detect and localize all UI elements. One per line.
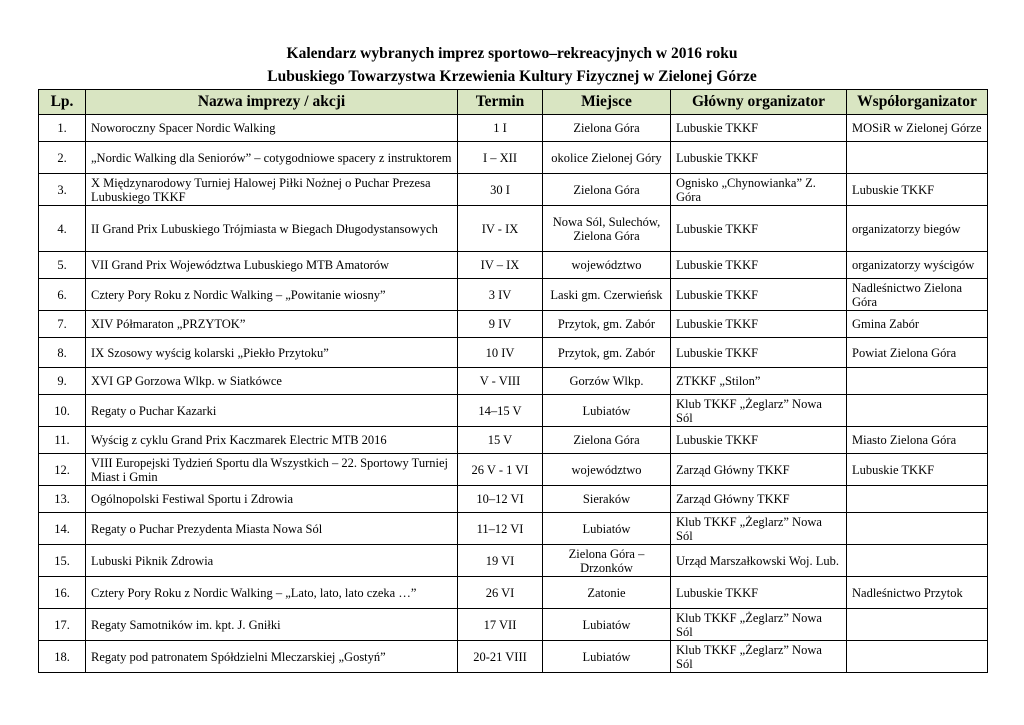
cell-date: 1 I — [458, 115, 543, 142]
cell-place: Zielona Góra – Drzonków — [543, 545, 671, 577]
cell-place: Lubiatów — [543, 609, 671, 641]
cell-main-organizer: Lubuskie TKKF — [671, 338, 847, 368]
cell-date: 14–15 V — [458, 395, 543, 427]
cell-place: Nowa Sól, Sulechów, Zielona Góra — [543, 206, 671, 252]
cell-lp: 17. — [39, 609, 86, 641]
cell-event-name: VIII Europejski Tydzień Sportu dla Wszystkich – 22. Sportowy Turniej Miast i Gmin — [86, 454, 458, 486]
cell-lp: 11. — [39, 427, 86, 454]
cell-event-name: Wyścig z cyklu Grand Prix Kaczmarek Electric MTB 2016 — [86, 427, 458, 454]
cell-event-name: Regaty o Puchar Prezydenta Miasta Nowa Sól — [86, 513, 458, 545]
cell-event-name: „Nordic Walking dla Seniorów” – cotygodniowe spacery z instruktorem — [86, 142, 458, 174]
cell-co-organizer — [847, 513, 988, 545]
cell-date: IV - IX — [458, 206, 543, 252]
cell-event-name: Regaty Samotników im. kpt. J. Gniłki — [86, 609, 458, 641]
cell-co-organizer: Nadleśnictwo Przytok — [847, 577, 988, 609]
table-row — [39, 115, 988, 142]
cell-main-organizer: Klub TKKF „Żeglarz” Nowa Sól — [671, 609, 847, 641]
cell-co-organizer: Lubuskie TKKF — [847, 454, 988, 486]
cell-date: IV – IX — [458, 252, 543, 279]
cell-place: Gorzów Wlkp. — [543, 368, 671, 395]
cell-place: Przytok, gm. Zabór — [543, 338, 671, 368]
cell-co-organizer — [847, 486, 988, 513]
table-row — [39, 311, 988, 338]
document-title-line2: Lubuskiego Towarzystwa Krzewienia Kultury Fizycznej w Zielonej Górze — [267, 68, 757, 85]
cell-lp: 2. — [39, 142, 86, 174]
cell-co-organizer — [847, 142, 988, 174]
events-table — [38, 89, 988, 673]
cell-date: 19 VI — [458, 545, 543, 577]
cell-event-name: Cztery Pory Roku z Nordic Walking – „Lato, lato, lato czeka …” — [86, 577, 458, 609]
cell-co-organizer: Nadleśnictwo Zielona Góra — [847, 279, 988, 311]
table-row — [39, 545, 988, 577]
cell-date: 11–12 VI — [458, 513, 543, 545]
table-row — [39, 486, 988, 513]
table-row — [39, 427, 988, 454]
table-row — [39, 368, 988, 395]
cell-main-organizer: Lubuskie TKKF — [671, 115, 847, 142]
cell-co-organizer: organizatorzy wyścigów — [847, 252, 988, 279]
cell-place: Przytok, gm. Zabór — [543, 311, 671, 338]
cell-place: województwo — [543, 454, 671, 486]
cell-place: Zielona Góra — [543, 115, 671, 142]
table-body — [39, 115, 988, 673]
cell-date: I – XII — [458, 142, 543, 174]
cell-lp: 5. — [39, 252, 86, 279]
cell-main-organizer: Zarząd Główny TKKF — [671, 454, 847, 486]
cell-date: 26 VI — [458, 577, 543, 609]
cell-co-organizer — [847, 609, 988, 641]
cell-main-organizer: Klub TKKF „Żeglarz” Nowa Sól — [671, 641, 847, 673]
cell-date: 3 IV — [458, 279, 543, 311]
cell-lp: 7. — [39, 311, 86, 338]
table-row — [39, 279, 988, 311]
cell-co-organizer: organizatorzy biegów — [847, 206, 988, 252]
table-row — [39, 454, 988, 486]
cell-place: Zielona Góra — [543, 174, 671, 206]
cell-date: 30 I — [458, 174, 543, 206]
cell-place: Laski gm. Czerwieńsk — [543, 279, 671, 311]
cell-co-organizer: Gmina Zabór — [847, 311, 988, 338]
cell-main-organizer: Lubuskie TKKF — [671, 206, 847, 252]
cell-co-organizer — [847, 368, 988, 395]
header-place: Miejsce — [543, 90, 671, 115]
cell-date: V - VIII — [458, 368, 543, 395]
cell-main-organizer: ZTKKF „Stilon” — [671, 368, 847, 395]
cell-main-organizer: Klub TKKF „Żeglarz” Nowa Sól — [671, 395, 847, 427]
cell-main-organizer: Lubuskie TKKF — [671, 577, 847, 609]
cell-place: Lubiatów — [543, 395, 671, 427]
cell-co-organizer: MOSiR w Zielonej Górze — [847, 115, 988, 142]
cell-event-name: Lubuski Piknik Zdrowia — [86, 545, 458, 577]
cell-main-organizer: Lubuskie TKKF — [671, 142, 847, 174]
cell-lp: 6. — [39, 279, 86, 311]
cell-lp: 9. — [39, 368, 86, 395]
cell-event-name: VII Grand Prix Województwa Lubuskiego MTB Amatorów — [86, 252, 458, 279]
cell-place: województwo — [543, 252, 671, 279]
cell-main-organizer: Ognisko „Chynowianka” Z. Góra — [671, 174, 847, 206]
cell-place: Zatonie — [543, 577, 671, 609]
cell-main-organizer: Lubuskie TKKF — [671, 427, 847, 454]
table-header-row — [39, 90, 988, 115]
cell-lp: 8. — [39, 338, 86, 368]
cell-date: 10 IV — [458, 338, 543, 368]
table-row — [39, 577, 988, 609]
header-co-organizer: Współorganizator — [847, 90, 988, 115]
cell-lp: 18. — [39, 641, 86, 673]
cell-event-name: Ogólnopolski Festiwal Sportu i Zdrowia — [86, 486, 458, 513]
cell-event-name: X Międzynarodowy Turniej Halowej Piłki Nożnej o Puchar Prezesa Lubuskiego TKKF — [86, 174, 458, 206]
table-row — [39, 338, 988, 368]
cell-lp: 16. — [39, 577, 86, 609]
header-lp: Lp. — [39, 90, 86, 115]
cell-place: Lubiatów — [543, 513, 671, 545]
table-row — [39, 395, 988, 427]
table-row — [39, 609, 988, 641]
cell-co-organizer — [847, 641, 988, 673]
cell-event-name: Regaty pod patronatem Spółdzielni Mleczarskiej „Gostyń” — [86, 641, 458, 673]
cell-lp: 14. — [39, 513, 86, 545]
cell-date: 20-21 VIII — [458, 641, 543, 673]
cell-lp: 12. — [39, 454, 86, 486]
cell-co-organizer: Miasto Zielona Góra — [847, 427, 988, 454]
cell-date: 15 V — [458, 427, 543, 454]
cell-co-organizer: Lubuskie TKKF — [847, 174, 988, 206]
cell-lp: 1. — [39, 115, 86, 142]
cell-main-organizer: Lubuskie TKKF — [671, 311, 847, 338]
cell-co-organizer — [847, 545, 988, 577]
cell-date: 9 IV — [458, 311, 543, 338]
table-row — [39, 206, 988, 252]
header-event-name: Nazwa imprezy / akcji — [86, 90, 458, 115]
cell-lp: 10. — [39, 395, 86, 427]
cell-main-organizer: Zarząd Główny TKKF — [671, 486, 847, 513]
cell-event-name: Noworoczny Spacer Nordic Walking — [86, 115, 458, 142]
cell-date: 26 V - 1 VI — [458, 454, 543, 486]
cell-lp: 4. — [39, 206, 86, 252]
cell-place: okolice Zielonej Góry — [543, 142, 671, 174]
table-row — [39, 174, 988, 206]
cell-co-organizer — [847, 395, 988, 427]
cell-lp: 3. — [39, 174, 86, 206]
cell-event-name: Regaty o Puchar Kazarki — [86, 395, 458, 427]
header-main-organizer: Główny organizator — [671, 90, 847, 115]
cell-lp: 13. — [39, 486, 86, 513]
cell-co-organizer: Powiat Zielona Góra — [847, 338, 988, 368]
cell-place: Sieraków — [543, 486, 671, 513]
cell-main-organizer: Klub TKKF „Żeglarz” Nowa Sól — [671, 513, 847, 545]
cell-event-name: Cztery Pory Roku z Nordic Walking – „Powitanie wiosny” — [86, 279, 458, 311]
cell-place: Lubiatów — [543, 641, 671, 673]
cell-main-organizer: Urząd Marszałkowski Woj. Lub. — [671, 545, 847, 577]
cell-event-name: II Grand Prix Lubuskiego Trójmiasta w Biegach Długodystansowych — [86, 206, 458, 252]
cell-place: Zielona Góra — [543, 427, 671, 454]
cell-date: 10–12 VI — [458, 486, 543, 513]
table-row — [39, 641, 988, 673]
header-date: Termin — [458, 90, 543, 115]
cell-event-name: IX Szosowy wyścig kolarski „Piekło Przytoku” — [86, 338, 458, 368]
table-row — [39, 513, 988, 545]
cell-event-name: XVI GP Gorzowa Wlkp. w Siatkówce — [86, 368, 458, 395]
table-row — [39, 142, 988, 174]
cell-event-name: XIV Półmaraton „PRZYTOK” — [86, 311, 458, 338]
cell-main-organizer: Lubuskie TKKF — [671, 252, 847, 279]
document-title-line1: Kalendarz wybranych imprez sportowo–rekreacyjnych w 2016 roku — [286, 45, 738, 62]
cell-date: 17 VII — [458, 609, 543, 641]
table-row — [39, 252, 988, 279]
cell-lp: 15. — [39, 545, 86, 577]
cell-main-organizer: Lubuskie TKKF — [671, 279, 847, 311]
